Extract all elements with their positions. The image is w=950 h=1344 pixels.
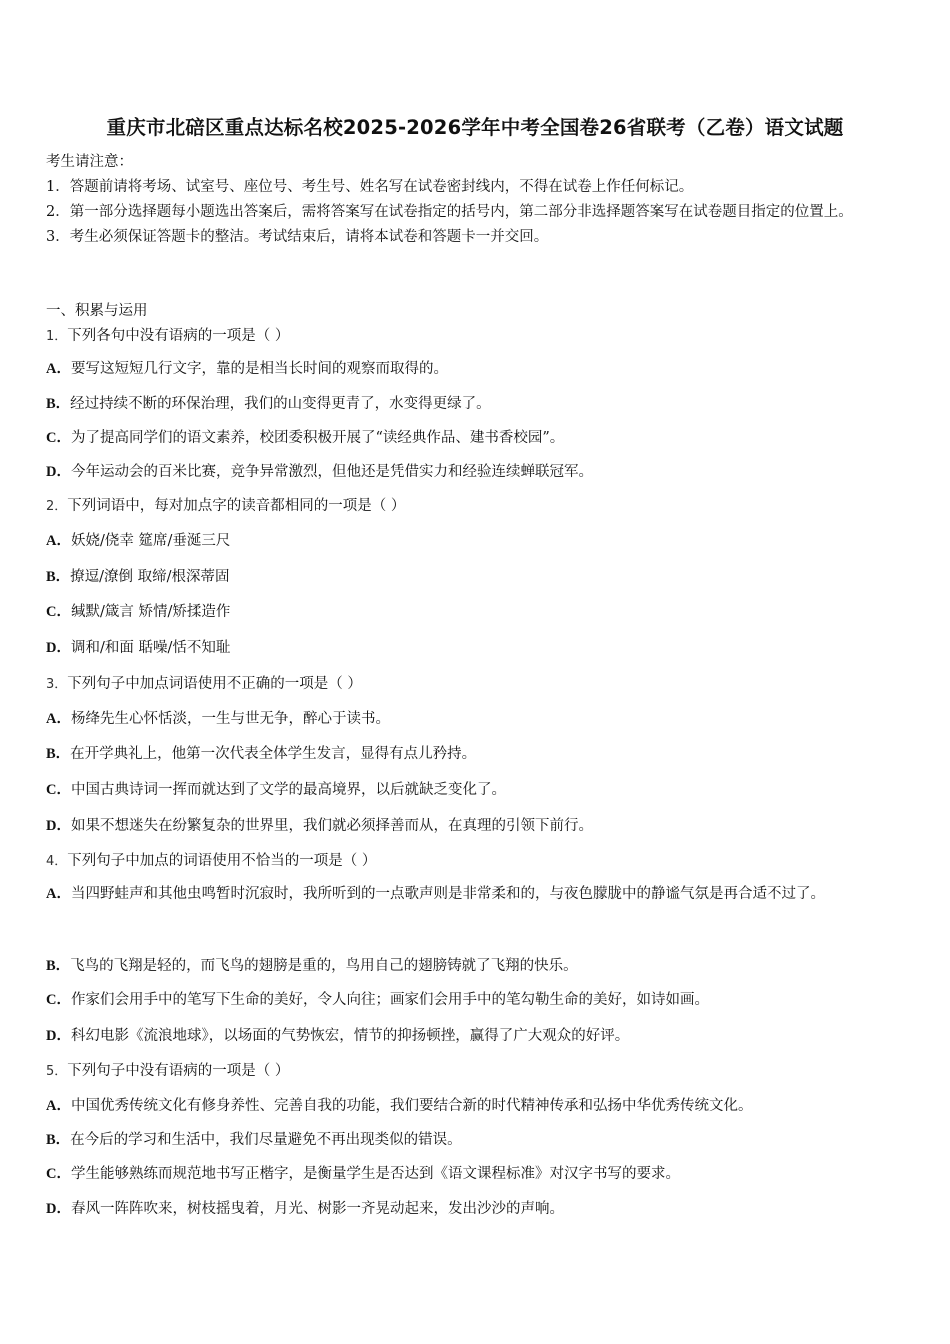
page-title: 重庆市北碚区重点达标名校2025-2026学年中考全国卷26省联考（乙卷）语文试题 <box>106 116 844 139</box>
option <box>46 1095 906 1117</box>
option-label: C． <box>46 992 71 1008</box>
notice-item: 2．第一部分选择题每小题选出答案后，需将答案写在试卷指定的括号内，第二部分非选择题答案写在试卷题目指定的位置上。 <box>46 204 853 220</box>
option-label: D． <box>46 464 71 480</box>
option-label: A． <box>46 533 71 549</box>
option-text: 杨绛先生心怀恬淡，一生与世无争，醉心于读书。 <box>70 711 390 727</box>
option-label: A． <box>46 886 71 902</box>
option <box>46 779 906 801</box>
notice-block <box>46 150 906 250</box>
question-text: 下列句子中没有语病的一项是（ ） <box>67 1063 290 1079</box>
option-text: 如果不想迷失在纷繁复杂的世界里，我们就必须择善而从，在真理的引领下前行。 <box>70 818 593 834</box>
question-number: 5． <box>46 1064 68 1079</box>
option-text: 在今后的学习和生活中，我们尽量避免不再出现类似的错误。 <box>70 1132 462 1148</box>
option-text: 中国古典诗词一挥而就达到了文学的最高境界，以后就缺乏变化了。 <box>70 782 506 798</box>
option-label: D． <box>46 1028 71 1044</box>
question-stem <box>46 1060 906 1083</box>
option <box>46 461 906 483</box>
option-label: C． <box>46 604 71 620</box>
option-label: B． <box>46 958 71 974</box>
option-label: C． <box>46 782 71 798</box>
notice-heading: 考生请注意： <box>46 154 133 170</box>
option-text: 春风一阵阵吹来，树枝摇曳着，月光、树影一齐晃动起来，发出沙沙的声响。 <box>70 1201 564 1217</box>
option <box>46 1163 906 1185</box>
option <box>46 708 906 730</box>
option <box>46 743 906 765</box>
question-stem <box>46 673 906 696</box>
option <box>46 637 906 659</box>
option <box>46 989 906 1011</box>
option-text: 妖娆/侥幸 筵席/垂涎三尺 <box>70 533 231 549</box>
option <box>46 815 906 837</box>
option-text: 中国优秀传统文化有修身养性、完善自我的功能，我们要结合新的时代精神传承和弘扬中华优秀传统文化。 <box>70 1098 753 1114</box>
option-label: B． <box>46 569 71 585</box>
question-text: 下列句子中加点词语使用不正确的一项是（ ） <box>67 676 362 692</box>
option-label: A． <box>46 361 71 377</box>
question-number: 1． <box>46 329 68 344</box>
option-text: 今年运动会的百米比赛，竞争异常激烈，但他还是凭借实力和经验连续蝉联冠军。 <box>70 464 593 480</box>
question-number: 2． <box>46 499 68 514</box>
option-text: 为了提高同学们的语文素养，校团委积极开展了“读经典作品、建书香校园”。 <box>70 430 565 446</box>
option <box>46 566 906 588</box>
option-label: B． <box>46 746 71 762</box>
question-text: 下列各句中没有语病的一项是（ ） <box>67 328 290 344</box>
option-label: D． <box>46 818 71 834</box>
question-stem <box>46 850 906 873</box>
option-text: 缄默/箴言 矫情/矫揉造作 <box>70 604 231 620</box>
notice-item: 3．考生必须保证答题卡的整洁。考试结束后，请将本试卷和答题卡一并交回。 <box>46 229 549 245</box>
option <box>46 358 906 380</box>
option-label: B． <box>46 396 71 412</box>
option <box>46 1129 906 1151</box>
option <box>46 601 906 623</box>
option <box>46 955 906 977</box>
option-label: C． <box>46 1166 71 1182</box>
option-label: A． <box>46 1098 71 1114</box>
question-text: 下列句子中加点的词语使用不恰当的一项是（ ） <box>67 853 377 869</box>
option-text: 经过持续不断的环保治理，我们的山变得更青了，水变得更绿了。 <box>70 396 491 412</box>
option-label: C． <box>46 430 71 446</box>
question-number: 4． <box>46 854 68 869</box>
option <box>46 1198 906 1220</box>
section-heading: 一、积累与运用 <box>46 303 148 319</box>
option <box>46 393 906 415</box>
option-text: 调和/和面 聒噪/恬不知耻 <box>70 640 231 656</box>
question-stem <box>46 325 906 348</box>
question-stem <box>46 495 906 518</box>
option <box>46 427 906 449</box>
option-text: 学生能够熟练而规范地书写正楷字，是衡量学生是否达到《语文课程标准》对汉字书写的要求。 <box>70 1166 680 1182</box>
option-label: D． <box>46 1201 71 1217</box>
option-text: 要写这短短几行文字，靠的是相当长时间的观察而取得的。 <box>70 361 448 377</box>
option <box>46 1025 906 1047</box>
option-label: A． <box>46 711 71 727</box>
option-label: D． <box>46 640 71 656</box>
question-text: 下列词语中，每对加点字的读音都相同的一项是（ ） <box>67 498 406 514</box>
option <box>46 875 906 913</box>
option <box>46 530 906 552</box>
option-text: 撩逗/潦倒 取缔/根深蒂固 <box>70 569 230 585</box>
option-text: 科幻电影《流浪地球》，以场面的气势恢宏，情节的抑扬顿挫，赢得了广大观众的好评。 <box>70 1028 630 1044</box>
notice-item: 1．答题前请将考场、试室号、座位号、考生号、姓名写在试卷密封线内，不得在试卷上作任何标记。 <box>46 179 694 195</box>
option-text: 当四野蛙声和其他虫鸣暂时沉寂时，我所听到的一点歌声则是非常柔和的，与夜色朦胧中的静谧气氛是再合适不过了。 <box>70 886 825 902</box>
option-text: 作家们会用手中的笔写下生命的美好，令人向往；画家们会用手中的笔勾勒生命的美好，如诗如画。 <box>70 992 709 1008</box>
option-label: B． <box>46 1132 71 1148</box>
option-text: 在开学典礼上，他第一次代表全体学生发言，显得有点儿矜持。 <box>70 746 477 762</box>
option-text: 飞鸟的飞翔是轻的，而飞鸟的翅膀是重的，鸟用自己的翅膀铸就了飞翔的快乐。 <box>70 958 578 974</box>
question-number: 3． <box>46 677 68 692</box>
